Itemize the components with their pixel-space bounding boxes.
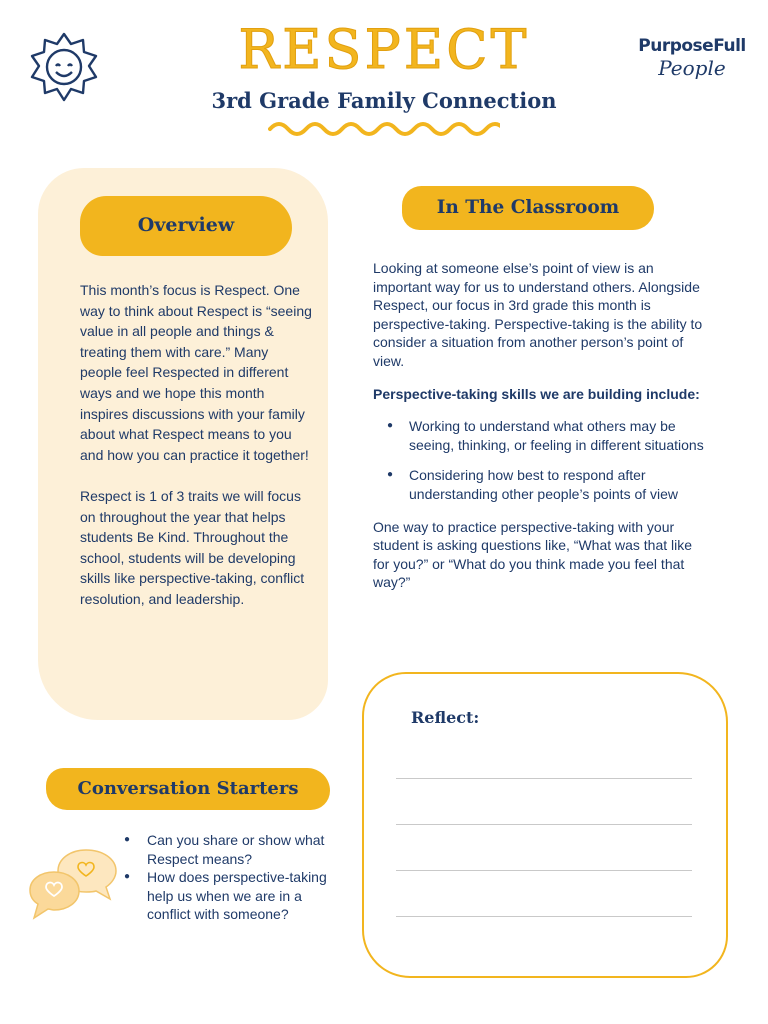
brand-logo <box>632 36 752 80</box>
page-subtitle: 3rd Grade Family Connection <box>211 88 557 113</box>
conversation-list <box>124 831 334 924</box>
reflect-writing-line <box>396 778 692 779</box>
brand-logo-line2: People <box>658 56 726 80</box>
overview-body <box>80 280 312 630</box>
skills-title: Perspective-taking skills we are building include: <box>373 385 700 402</box>
classroom-heading: In The Classroom <box>402 186 654 230</box>
wavy-line-decoration <box>268 117 500 137</box>
overview-paragraph: This month’s focus is Respect. One way to think about Respect is “seeing value in all people and things & treating them with care.” Many people feel Respected in different ways and we hope this month inspires discussions with your family about what Respect means to you and how you can practice it together! <box>80 282 312 463</box>
page-title: RESPECT <box>238 18 530 81</box>
skills-list-item: ● Considering how best to respond after understanding other people’s points of view <box>373 466 705 503</box>
skills-list <box>373 417 705 503</box>
reflect-writing-line <box>396 824 692 825</box>
reflect-writing-line <box>396 916 692 917</box>
conversation-heading: Conversation Starters <box>46 768 330 810</box>
smiling-sun-icon <box>28 30 100 106</box>
skills-list-item: ● Working to understand what others may be seeing, thinking, or feeling in different situations <box>373 417 705 454</box>
brand-logo-line1: PurposeFull <box>638 36 746 56</box>
conversation-item: ● Can you share or show what Respect means? <box>124 831 334 868</box>
classroom-closing: One way to practice perspective-taking with your student is asking questions like, “What was that like for you?” or “What do you think made you feel that way?” <box>373 518 693 591</box>
classroom-body <box>373 259 705 592</box>
speech-bubbles-icon <box>28 846 120 920</box>
overview-paragraph: Respect is 1 of 3 traits we will focus on throughout the year that helps students Be Kind. Throughout the school, students will be developing skills like perspective-taking, conflict resolution, and leadership. <box>80 487 305 607</box>
classroom-intro: Looking at someone else’s point of view is an important way for us to understand others. Alongside Respect, our focus in 3rd grade this month is perspective-taking. Perspective-taking is the ability to consider a situation from another person’s point of view. <box>373 260 703 369</box>
reflect-writing-line <box>396 870 692 871</box>
overview-heading: Overview <box>80 196 292 256</box>
reflect-label: Reflect: <box>411 708 480 727</box>
conversation-item: ● How does perspective-taking help us when we are in a conflict with someone? <box>124 868 334 924</box>
